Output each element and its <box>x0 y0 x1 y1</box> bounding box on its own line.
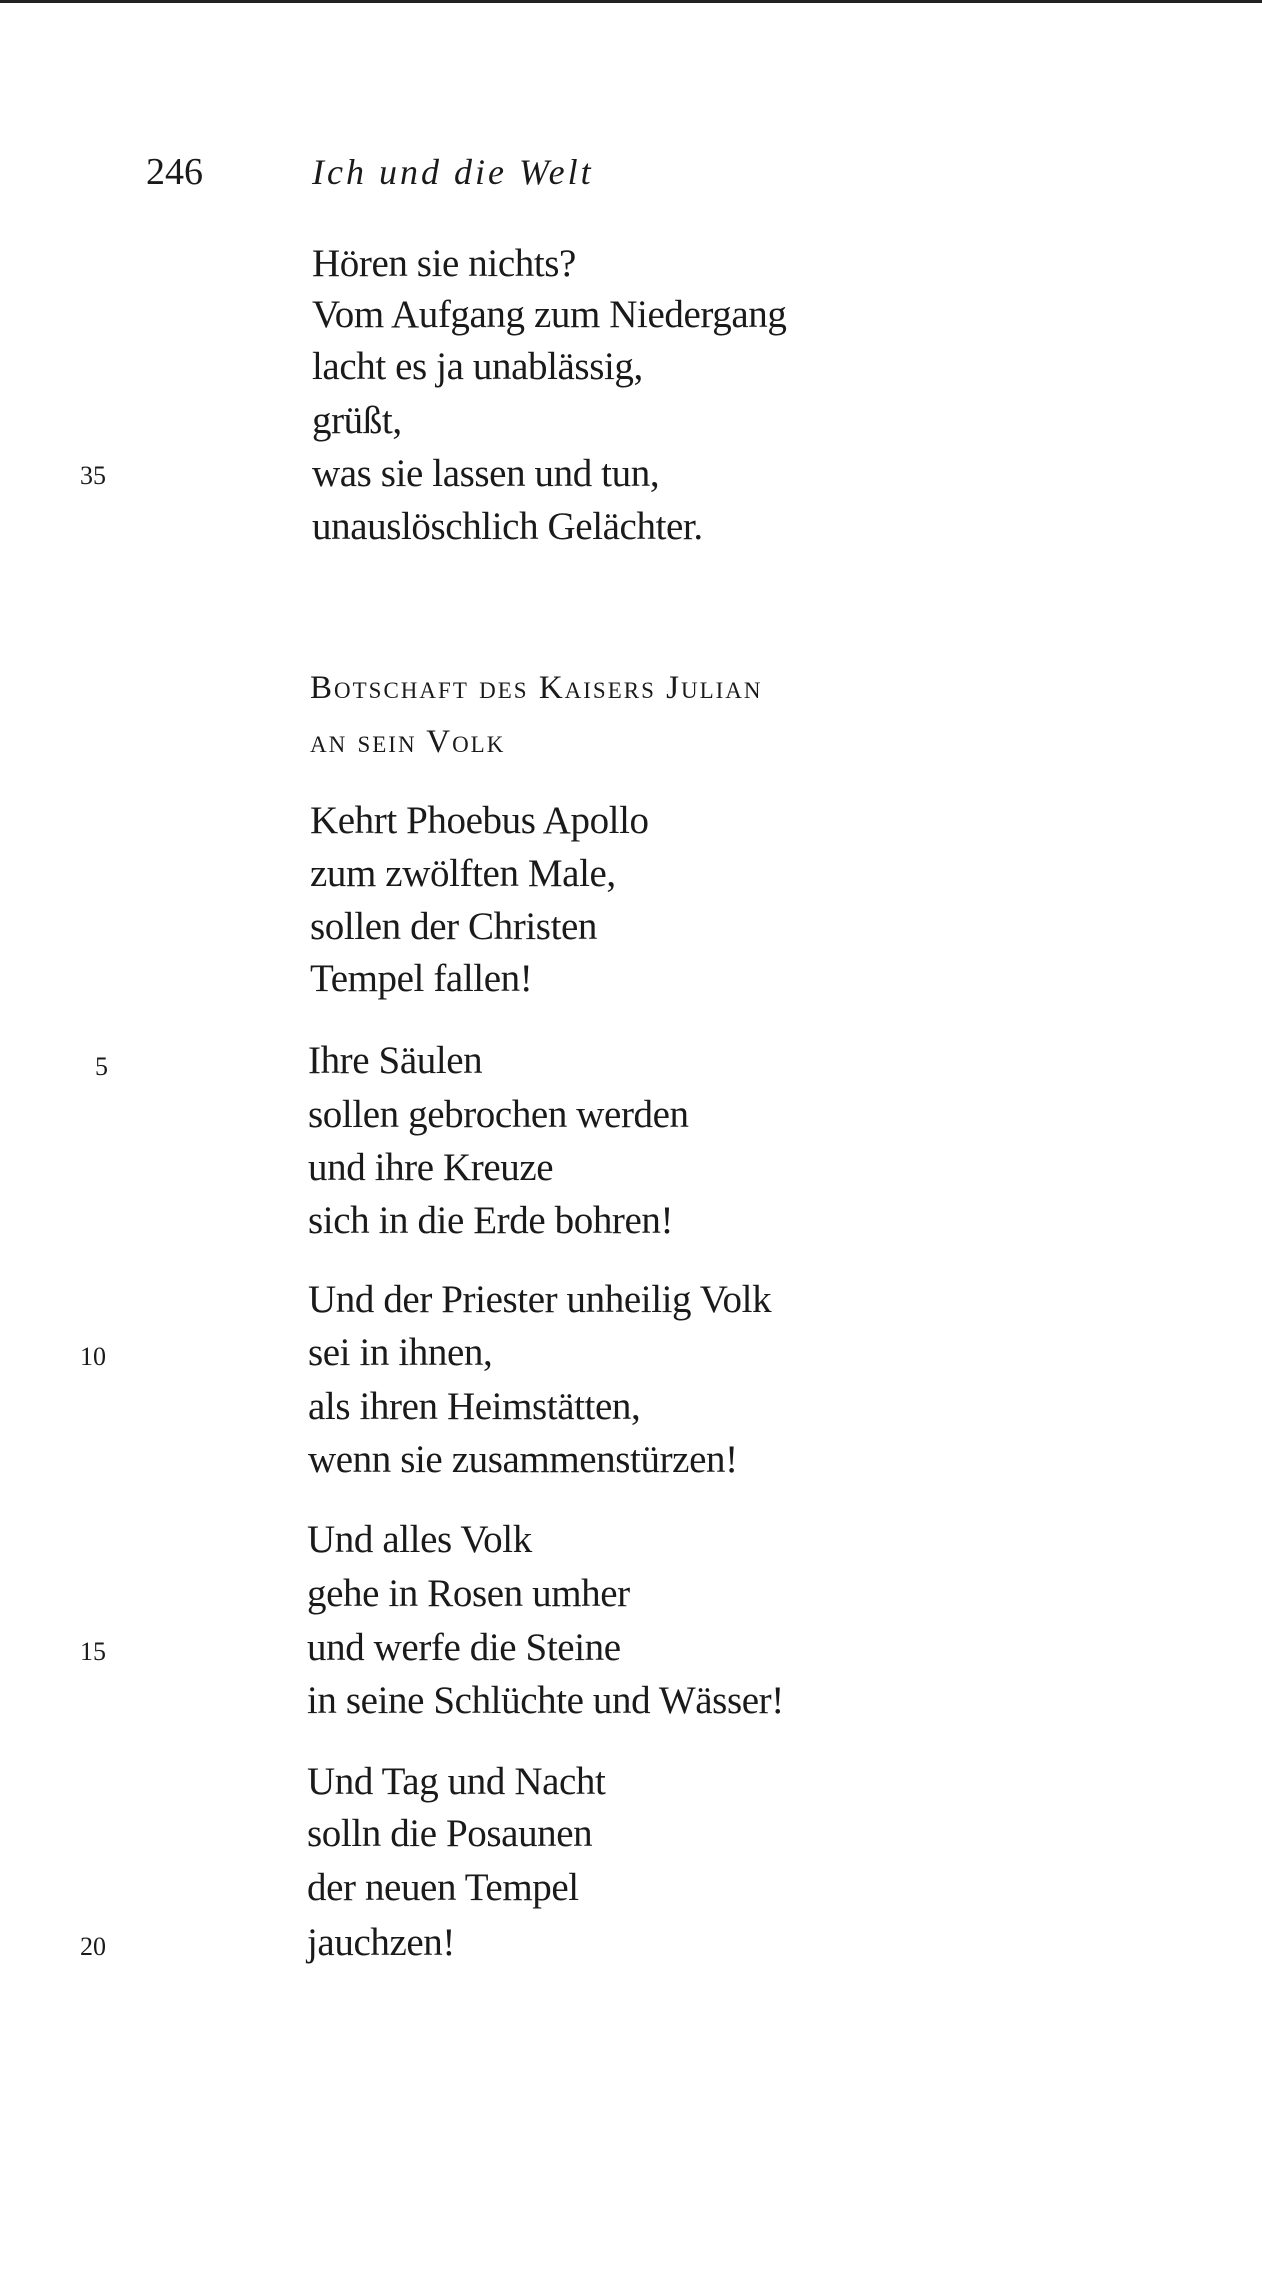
verse-line: der neuen Tempel <box>307 1866 579 1909</box>
verse-line: in seine Schlüchte und Wässer! <box>307 1679 784 1722</box>
verse-line: wenn sie zusammenstürzen! <box>308 1438 738 1481</box>
verse-line: gehe in Rosen umher <box>307 1572 630 1615</box>
verse-line: sollen der Christen <box>310 905 598 948</box>
poem-title: Botschaft des Kaisers Julian <box>310 670 763 706</box>
verse-line: sollen gebrochen werden <box>308 1093 689 1136</box>
verse-line: sich in die Erde bohren! <box>308 1199 674 1242</box>
line-number: 15 <box>80 1637 106 1666</box>
verse-line: und werfe die Steine <box>307 1626 621 1669</box>
verse-line: Hören sie nichts? <box>312 242 576 285</box>
line-number: 10 <box>80 1342 106 1371</box>
verse-line: Vom Aufgang zum Niedergang <box>312 293 787 336</box>
verse-line: jauchzen! <box>307 1921 455 1964</box>
running-title: Ich und die Welt <box>312 152 594 192</box>
verse-line: was sie lassen und tun, <box>312 452 660 495</box>
verse-line: solln die Posaunen <box>307 1812 593 1855</box>
line-number: 20 <box>80 1932 106 1961</box>
verse-line: unauslöschlich Gelächter. <box>312 505 703 548</box>
verse-line: Und Tag und Nacht <box>307 1760 606 1803</box>
verse-line: lacht es ja unablässig, <box>312 345 643 388</box>
verse-line: grüßt, <box>312 399 402 442</box>
scan-top-edge <box>0 0 1262 3</box>
line-number: 5 <box>95 1052 108 1081</box>
verse-line: Und alles Volk <box>307 1518 532 1561</box>
verse-line: sei in ihnen, <box>308 1331 493 1374</box>
poem-title-continued: an sein Volk <box>310 724 506 760</box>
verse-line: Tempel fallen! <box>310 957 533 1000</box>
verse-line: Und der Priester unheilig Volk <box>308 1278 772 1321</box>
verse-line: als ihren Heimstätten, <box>308 1385 641 1428</box>
verse-line: zum zwölften Male, <box>310 852 616 895</box>
verse-line: Kehrt Phoebus Apollo <box>310 799 649 842</box>
verse-line: Ihre Säulen <box>308 1039 483 1082</box>
page-number: 246 <box>146 151 203 193</box>
line-number: 35 <box>80 461 106 490</box>
verse-line: und ihre Kreuze <box>308 1146 554 1189</box>
